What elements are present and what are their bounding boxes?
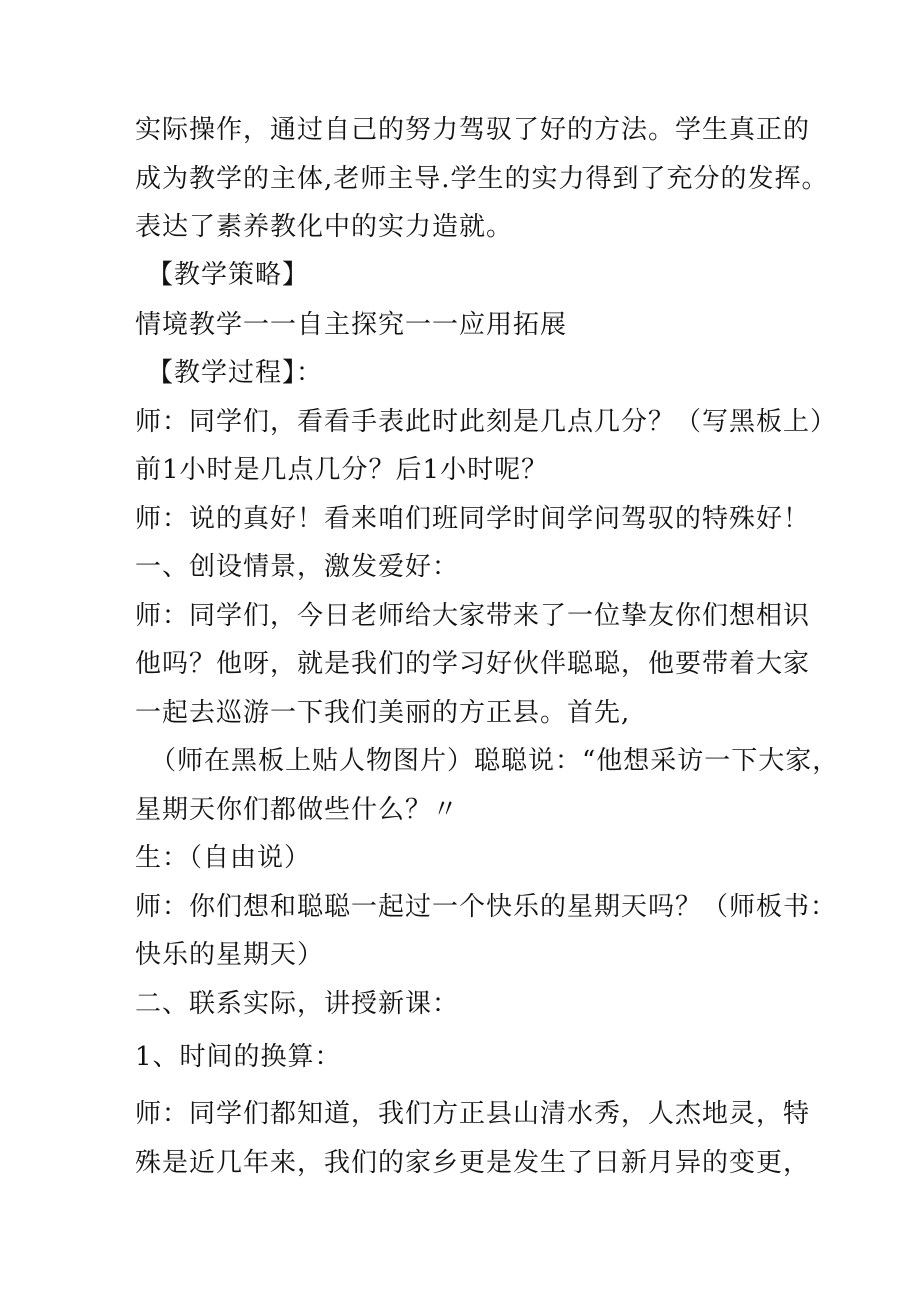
- paragraph-line: 表达了素养教化中的实力造就。: [135, 212, 514, 242]
- paragraph-line: 实际操作，通过自己的努力驾驭了好的方法。学生真正的: [135, 115, 811, 145]
- paragraph-line: 师：同学们，看看手表此时此刻是几点几分？（写黑板上）: [135, 407, 838, 437]
- paragraph-line: 师：同学们都知道，我们方正县山清水秀，人杰地灵，特: [135, 1099, 811, 1129]
- paragraph-line: 他吗？他呀，就是我们的学习好伙伴聪聪，他要带着大家: [135, 649, 811, 679]
- paragraph-line: 殊是近几年来，我们的家乡更是发生了日新月异的变更，: [135, 1148, 811, 1178]
- paragraph-line: 师：你们想和聪聪一起过一个快乐的星期天吗？（师板书：: [135, 892, 838, 922]
- paragraph-line: 星期天你们都做些什么？〃: [135, 795, 460, 825]
- paragraph-line: （师在黑板上贴人物图片）聪聪说：“他想采访一下大家，: [150, 746, 840, 776]
- paragraph-line: 情境教学一一自主探究一一应用拓展: [135, 310, 568, 340]
- section-heading: 1、时间的换算：: [135, 1042, 342, 1072]
- section-heading: 【教学策略】: [147, 260, 310, 290]
- paragraph-line: 一起去巡游一下我们美丽的方正县。首先,: [135, 698, 631, 728]
- paragraph-line: 成为教学的主体,老师主导.学生的实力得到了充分的发挥。: [135, 164, 829, 194]
- paragraph-line: 生：（自由说）: [135, 843, 312, 873]
- section-heading: 二、联系实际，讲授新课：: [135, 989, 460, 1019]
- paragraph-line: 师：同学们，今日老师给大家带来了一位挚友你们想相识: [135, 601, 811, 631]
- section-heading: 一、创设情景，激发爱好：: [135, 552, 460, 582]
- paragraph-line: 快乐的星期天）: [135, 940, 325, 970]
- section-heading: 【教学过程】：: [147, 358, 324, 388]
- paragraph-line: 师：说的真好！看来咱们班同学时间学问驾驭的特殊好！: [135, 504, 811, 534]
- paragraph-line: 前1小时是几点几分？后1小时呢？: [135, 455, 549, 485]
